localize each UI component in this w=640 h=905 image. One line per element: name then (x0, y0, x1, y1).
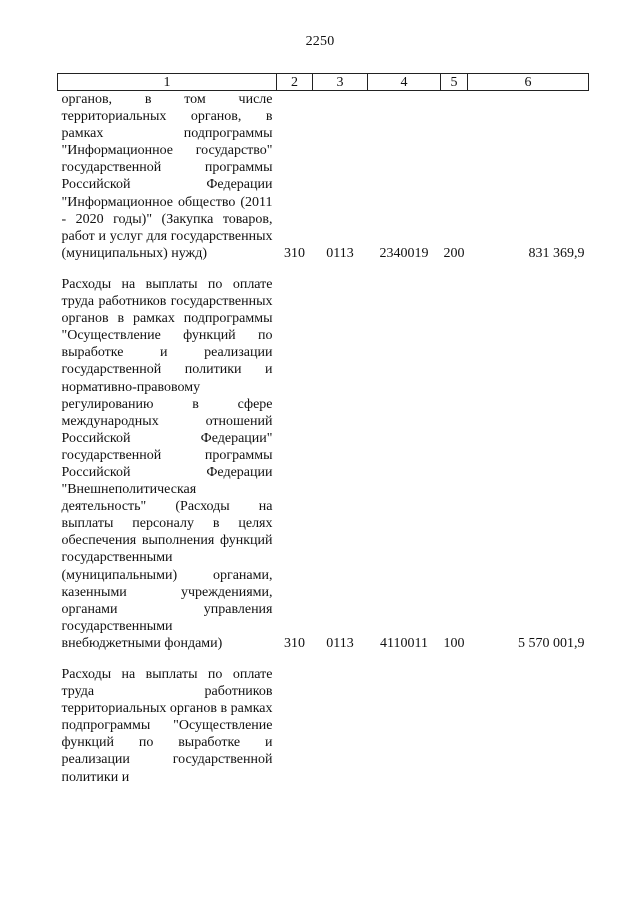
ministry-code: 310 (284, 245, 305, 261)
column-header: 4 (368, 74, 441, 91)
section-code (313, 666, 368, 786)
column-header: 6 (468, 74, 589, 91)
table-row (58, 276, 589, 652)
section-code: 0113 (326, 245, 354, 261)
expense-type-code: 200 (443, 245, 465, 261)
page-number: 2250 (305, 34, 335, 49)
column-header: 5 (441, 74, 468, 91)
column-header: 1 (58, 74, 277, 91)
ministry-code: 310 (284, 635, 305, 651)
amount: 5 570 001,9 (518, 635, 585, 651)
row-description: органов, в том числе территориальных органов, в рамках подпрограммы "Информационное государство" государственной программы Российской Федерации "Информационное общество (2011 - 2020 годы)" (Закупка товаров, работ и услуг для государственных (муниципальных) нужд) (61, 92, 273, 261)
budget-table (57, 73, 589, 786)
expense-type-code: 100 (443, 635, 465, 651)
section-code: 0113 (326, 635, 354, 651)
table-header-row (58, 74, 589, 91)
target-code (368, 666, 441, 786)
table-row (58, 91, 589, 262)
amount (468, 666, 589, 786)
target-code: 4110011 (380, 635, 428, 651)
table-row (58, 666, 589, 786)
column-header: 2 (277, 74, 313, 91)
ministry-code (277, 666, 313, 786)
row-description: Расходы на выплаты по оплате труда работников территориальных органов в рамках подпрограммы "Осуществление функций по выработке и реализации государственной политики и (61, 667, 273, 785)
row-description: Расходы на выплаты по оплате труда работников государственных органов в рамках подпрограммы "Осуществление функций по выработке и реализации государственной политики и нормативно-правовому регулированию в сфере международных отношений Российской Федерации" государственной программы Российской Федерации "Внешнеполитическая деятельность" (Расходы на выплаты персоналу в целях обеспечения выполнения функций государственными (муниципальными) органами, казенными учреждениями, органами управления государственными внебюджетными фондами) (61, 276, 273, 651)
column-header: 3 (313, 74, 368, 91)
target-code: 2340019 (379, 245, 429, 261)
amount: 831 369,9 (528, 245, 585, 261)
expense-type-code (441, 666, 468, 786)
